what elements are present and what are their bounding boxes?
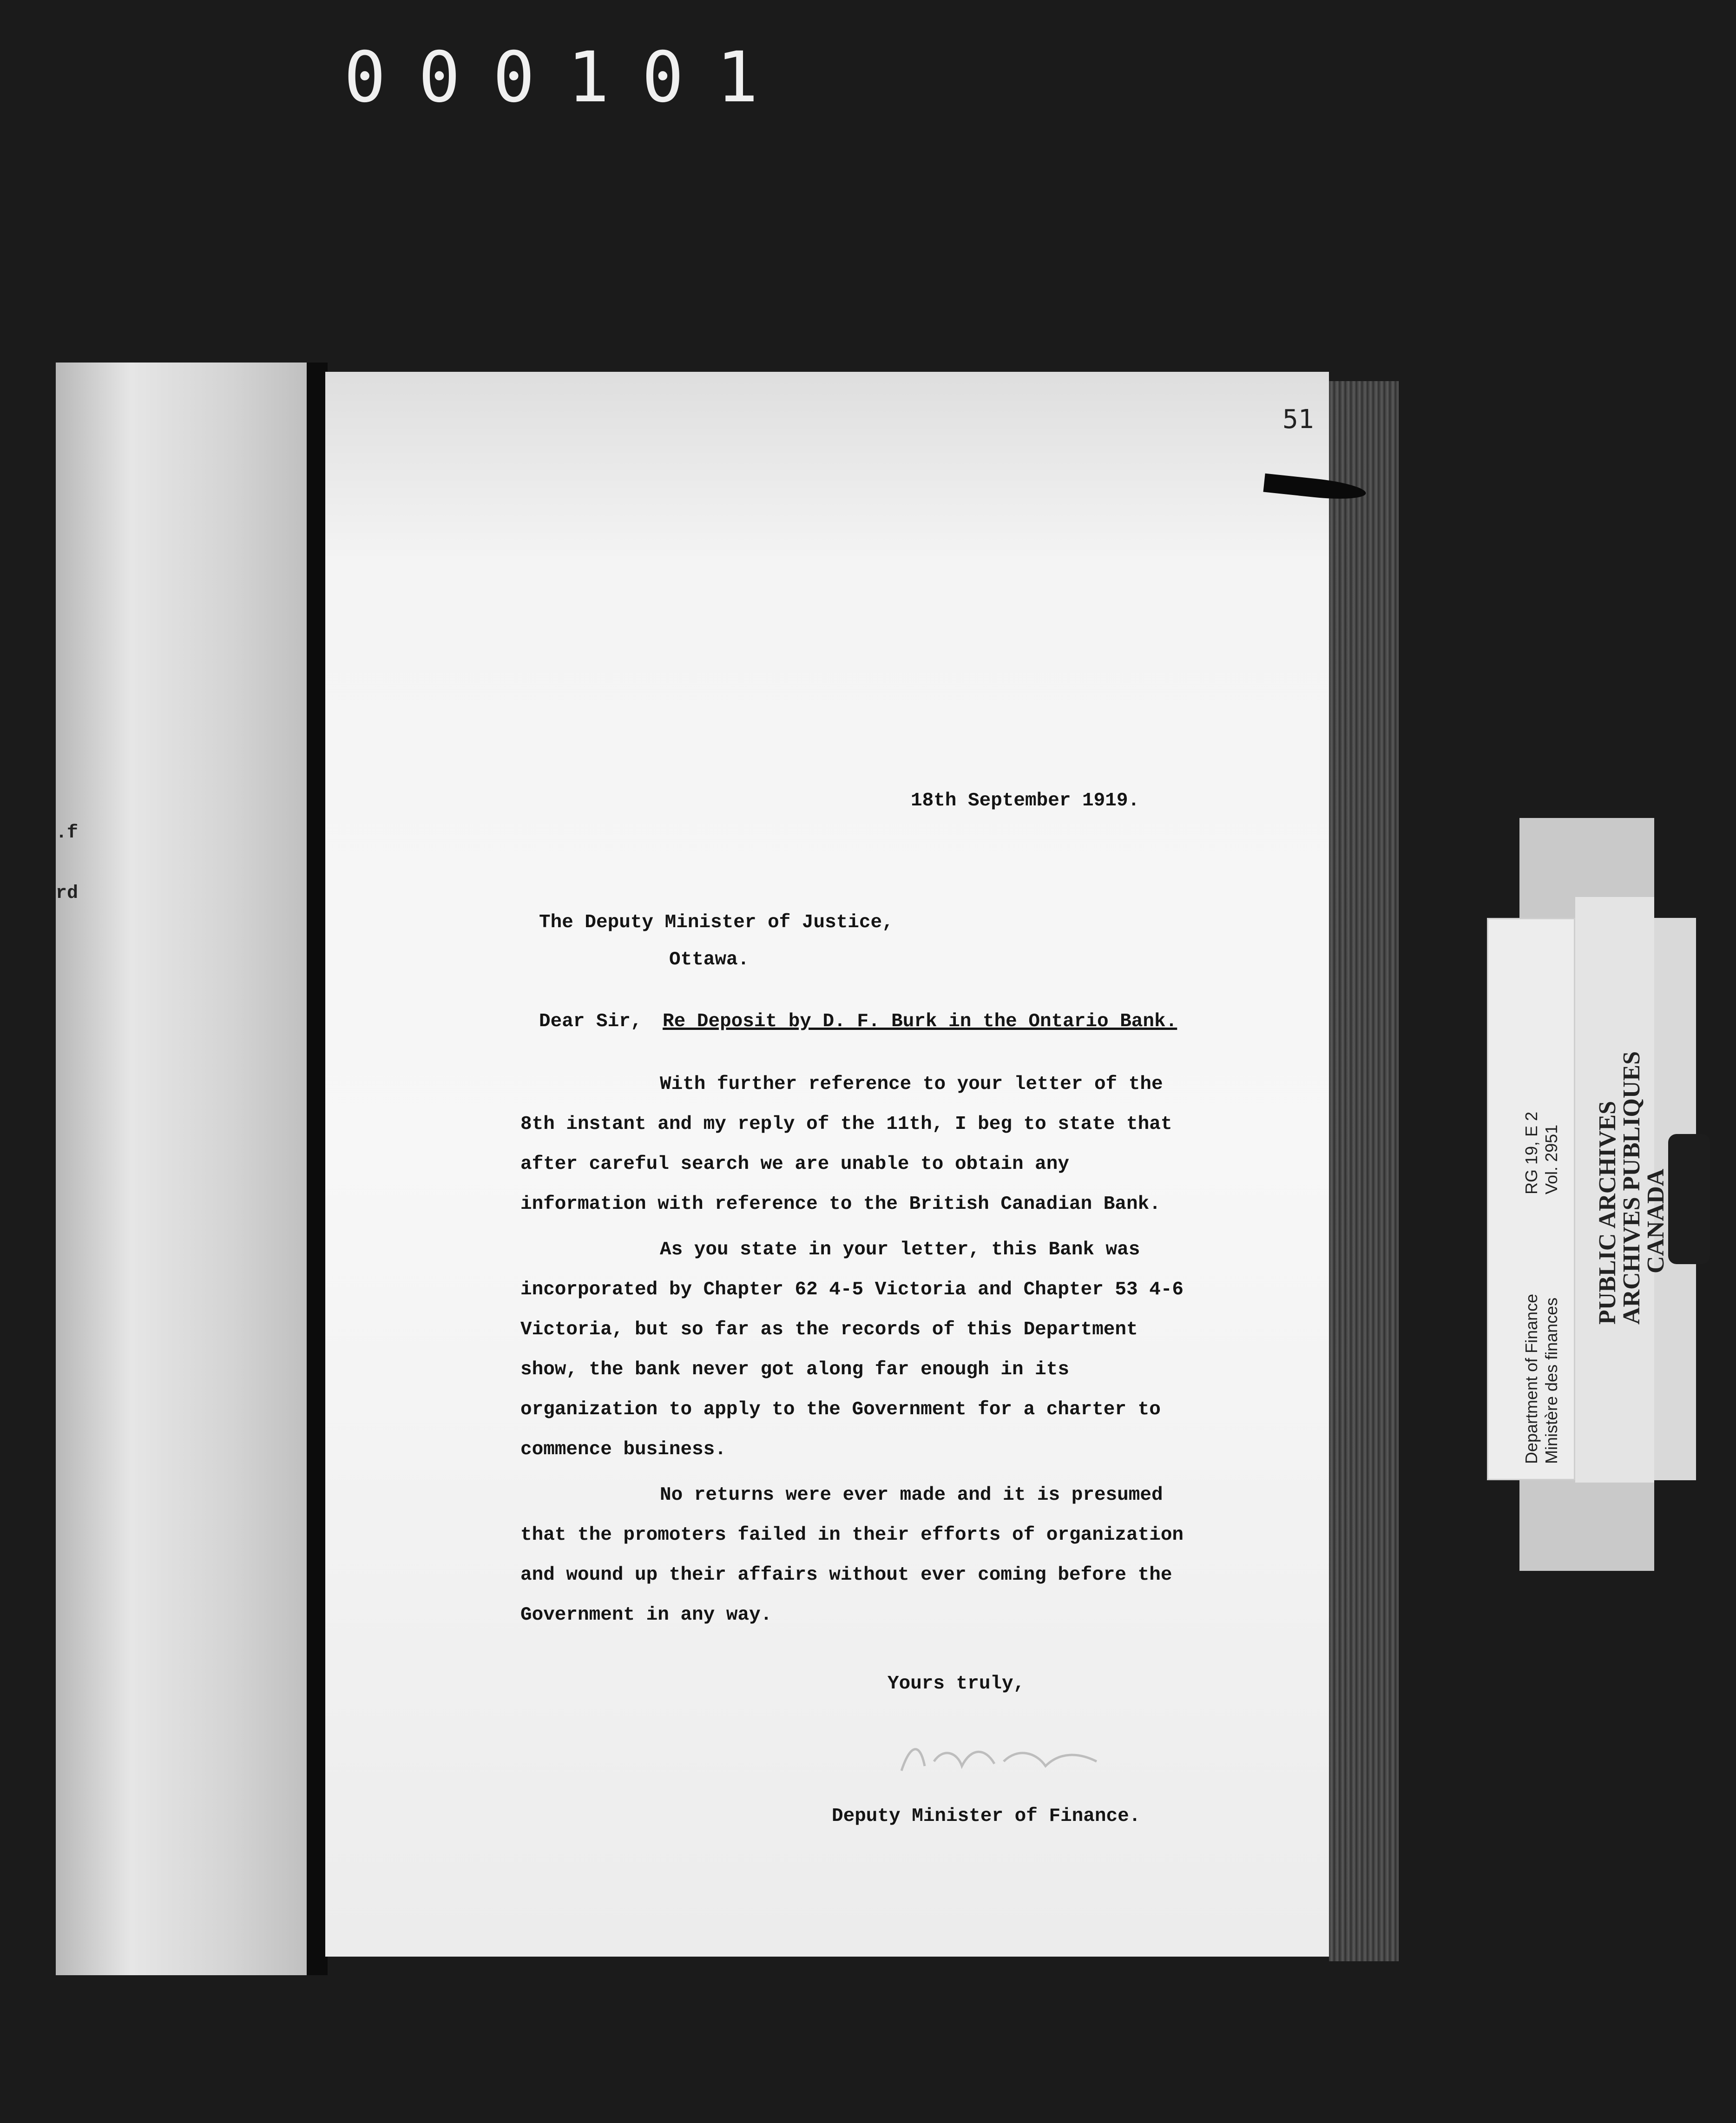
page-fragment-mark: rd [56,883,79,904]
addressee-city: Ottawa. [669,949,750,970]
paragraph: As you state in your letter, this Bank was incorporated by Chapter 62 4-5 Victoria and Chapter 53 4-6 Victoria, but so far as the records of this Department show, the bank never got along far enough in its organization to apply to the Government for a charter to commence business. [520,1239,1184,1460]
addressee [539,904,894,978]
salutation-line [539,1011,1177,1032]
addressee-name: The Deputy Minister of Justice, [539,912,894,933]
letter-date: 18th September 1919. [911,790,1140,811]
paragraph: No returns were ever made and it is presumed that the promoters failed in their efforts of organization and wound up their affairs without ever coming before the Government in any way. [520,1484,1184,1626]
archive-tab-clip [1668,1134,1710,1264]
label-record-group: RG 19, E 2 [1522,1111,1541,1194]
folio-number: 51 [1282,404,1314,435]
signer-title: Deputy Minister of Finance. [832,1806,1141,1827]
label-department-en: Department of Finance [1522,1293,1541,1464]
salutation: Dear Sir, [539,1011,642,1032]
binding-gutter [307,363,328,1975]
page-stack-edges [1329,381,1399,1961]
label-archives-en: PUBLIC ARCHIVES [1594,1101,1621,1325]
paragraph: With further reference to your letter of the 8th instant and my reply of the 11th, I beg to state that after careful search we are unable to obtain any information with reference to the British Canadian Bank. [520,1074,1172,1215]
subject-line: Re Deposit by D. F. Burk in the Ontario Bank. [663,1011,1177,1032]
label-department-fr: Ministère des finances [1542,1297,1561,1464]
closing: Yours truly, [888,1673,1025,1694]
faint-signature [892,1734,1115,1785]
frame-number: 000101 [344,37,791,118]
label-country: CANADA [1643,1168,1669,1273]
previous-page [56,363,307,1975]
page-fragment-mark: .f [56,823,79,844]
letter-body [520,1064,1199,1641]
label-archives-fr: ARCHIVES PUBLIQUES [1618,1051,1645,1325]
label-volume: Vol. 2951 [1542,1124,1561,1194]
